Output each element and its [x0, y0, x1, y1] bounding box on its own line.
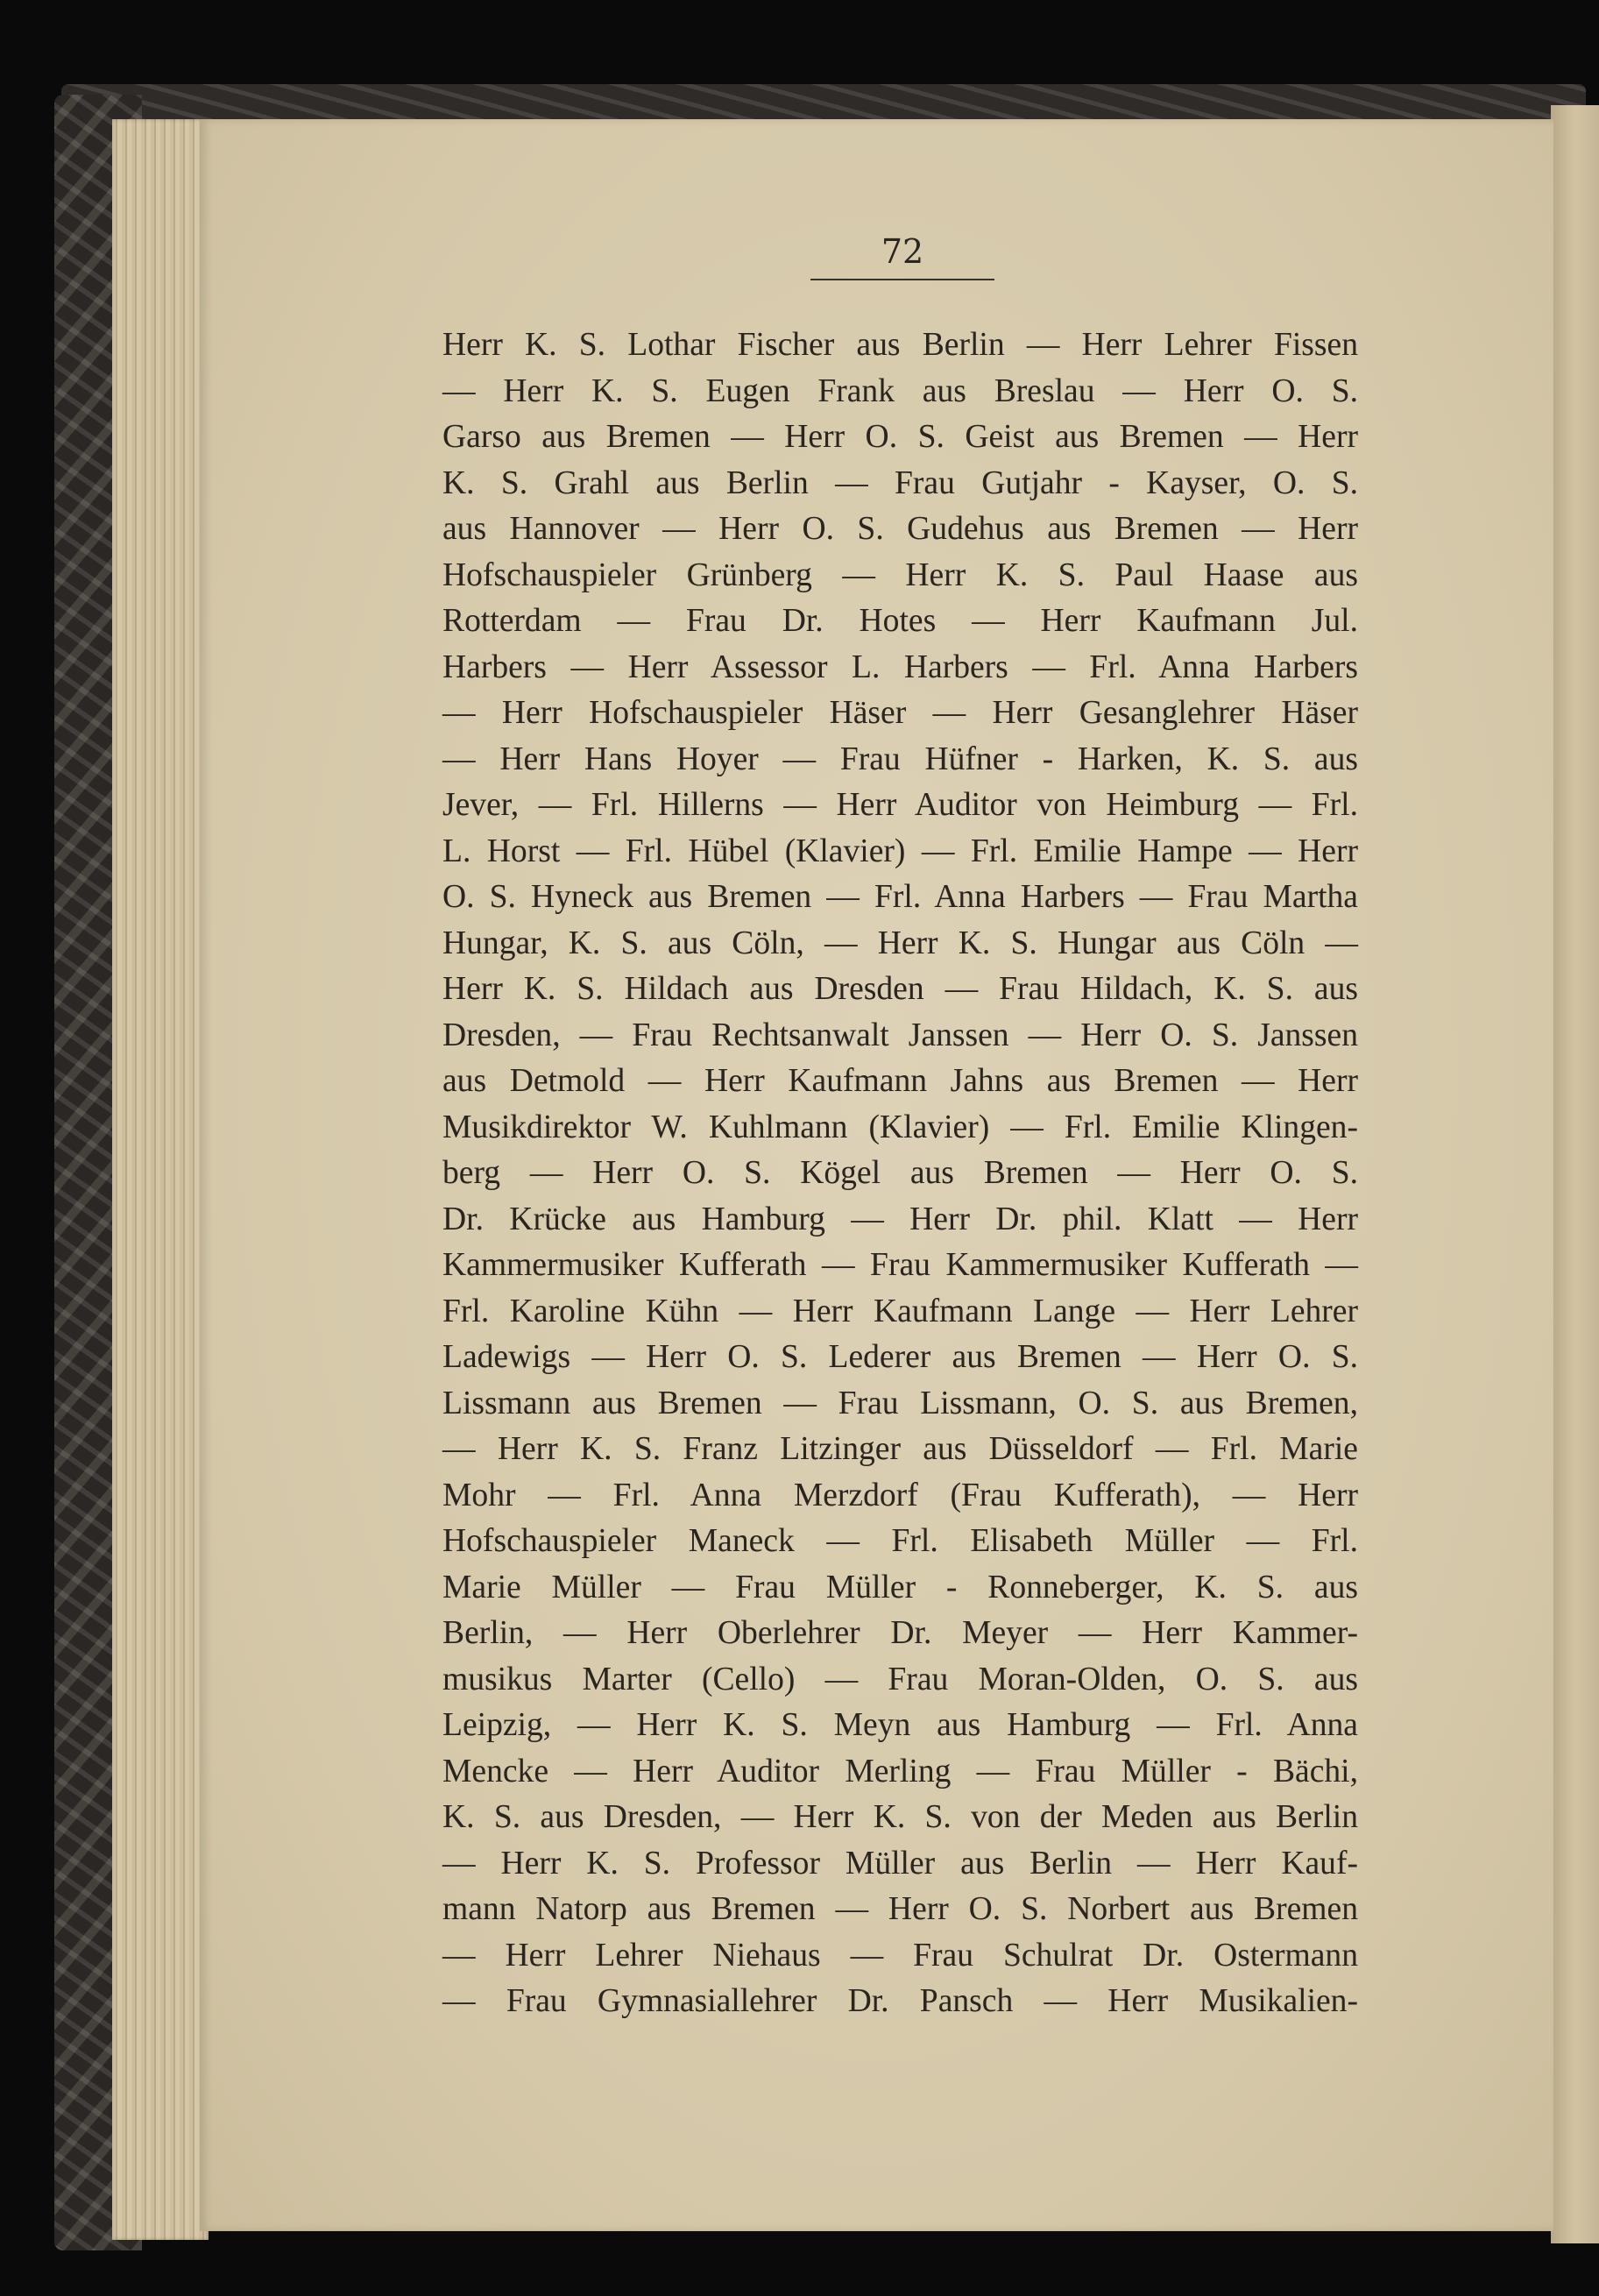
stacked-page-edges — [112, 119, 209, 2240]
body-text — [442, 322, 1358, 2025]
text-line: — Herr K. S. Professor Müller aus Berlin — Herr Kauf- — [442, 1845, 1358, 1881]
text-line: Mohr — Frl. Anna Merzdorf (Frau Kufferath), — Herr — [442, 1477, 1358, 1513]
text-line: Hofschauspieler Grünberg — Herr K. S. Paul Haase aus — [442, 556, 1358, 593]
text-line: — Herr K. S. Franz Litzinger aus Düsseldorf — Frl. Marie — [442, 1431, 1358, 1467]
text-line: K. S. Grahl aus Berlin — Frau Gutjahr - Kayser, O. S. — [442, 464, 1358, 501]
text-line: Rotterdam — Frau Dr. Hotes — Herr Kaufmann Jul. — [442, 603, 1358, 639]
text-line: aus Detmold — Herr Kaufmann Jahns aus Bremen — Herr — [442, 1063, 1358, 1099]
text-line: Hofschauspieler Maneck — Frl. Elisabeth Müller — Frl. — [442, 1523, 1358, 1559]
text-line: — Frau Gymnasiallehrer Dr. Pansch — Herr Musikalien- — [442, 1983, 1358, 2019]
text-line: — Herr Hans Hoyer — Frau Hüfner - Harken, K. S. aus — [442, 741, 1358, 777]
page-number: 72 — [881, 232, 924, 271]
text-line: Ladewigs — Herr O. S. Lederer aus Bremen — Herr O. S. — [442, 1339, 1358, 1375]
book-cover-top-edge — [61, 84, 1586, 119]
text-line: musikus Marter (Cello) — Frau Moran-Olden, O. S. aus — [442, 1661, 1358, 1697]
text-line: L. Horst — Frl. Hübel (Klavier) — Frl. Emilie Hampe — Herr — [442, 833, 1358, 869]
text-line: Garso aus Bremen — Herr O. S. Geist aus Bremen — Herr — [442, 419, 1358, 455]
text-line: — Herr K. S. Eugen Frank aus Breslau — Herr O. S. — [442, 372, 1358, 409]
text-line: Jever, — Frl. Hillerns — Herr Auditor von Heimburg — Frl. — [442, 787, 1358, 823]
text-line: Herr K. S. Hildach aus Dresden — Frau Hildach, K. S. aus — [442, 971, 1358, 1007]
text-line: Musikdirektor W. Kuhlmann (Klavier) — Frl. Emilie Klingen- — [442, 1109, 1358, 1145]
page-number-rule — [810, 279, 994, 280]
text-line: Leipzig, — Herr K. S. Meyn aus Hamburg — Frl. Anna — [442, 1707, 1358, 1743]
text-line: Lissmann aus Bremen — Frau Lissmann, O. S. aus Bremen, — [442, 1385, 1358, 1421]
text-line: Hungar, K. S. aus Cöln, — Herr K. S. Hungar aus Cöln — — [442, 925, 1358, 961]
text-line: K. S. aus Dresden, — Herr K. S. von der Meden aus Berlin — [442, 1799, 1358, 1835]
text-line: Frl. Karoline Kühn — Herr Kaufmann Lange — Herr Lehrer — [442, 1293, 1358, 1329]
text-line: — Herr Lehrer Niehaus — Frau Schulrat Dr. Ostermann — [442, 1937, 1358, 1974]
text-line: aus Hannover — Herr O. S. Gudehus aus Bremen — Herr — [442, 511, 1358, 547]
text-line: Herr K. S. Lothar Fischer aus Berlin — Herr Lehrer Fissen — [442, 327, 1358, 363]
text-line: — Herr Hofschauspieler Häser — Herr Gesanglehrer Häser — [442, 695, 1358, 731]
text-line: Dr. Krücke aus Hamburg — Herr Dr. phil. Klatt — Herr — [442, 1201, 1358, 1237]
text-line: Kammermusiker Kufferath — Frau Kammermusiker Kufferath — — [442, 1247, 1358, 1283]
text-line: Berlin, — Herr Oberlehrer Dr. Meyer — Herr Kammer- — [442, 1615, 1358, 1651]
text-line: O. S. Hyneck aus Bremen — Frl. Anna Harbers — Frau Martha — [442, 879, 1358, 915]
text-line: Mencke — Herr Auditor Merling — Frau Müller - Bächi, — [442, 1753, 1358, 1789]
text-line: Dresden, — Frau Rechtsanwalt Janssen — Herr O. S. Janssen — [442, 1017, 1358, 1053]
text-line: Harbers — Herr Assessor L. Harbers — Frl. Anna Harbers — [442, 648, 1358, 685]
text-line: mann Natorp aus Bremen — Herr O. S. Norbert aus Bremen — [442, 1891, 1358, 1927]
facing-page-edge — [1551, 105, 1599, 2243]
text-line: Marie Müller — Frau Müller - Ronneberger, K. S. aus — [442, 1569, 1358, 1605]
text-line: berg — Herr O. S. Kögel aus Bremen — Herr O. S. — [442, 1155, 1358, 1191]
